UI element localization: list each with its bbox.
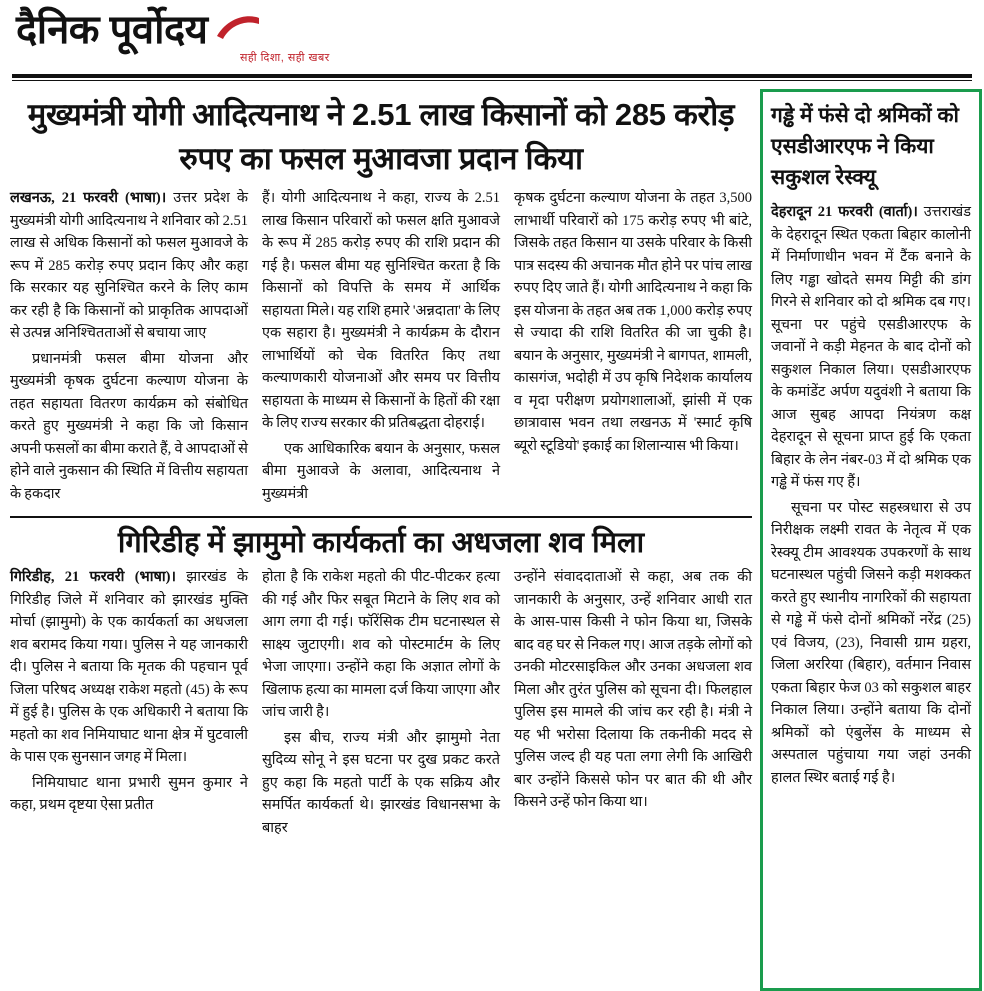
paragraph-text: उत्तर प्रदेश के मुख्यमंत्री योगी आदित्यनाथ ने शनिवार को 2.51 लाख से अधिक किसानों को फसल मुआवजे के रूप में 285 करोड़ रुपए प्रदान किए और कहा कि सरकार यह सुनिश्चित करने के लिए काम कर रही है कि किसानों को प्राकृतिक आपदाओं से उत्पन्न अनिश्चितताओं से बचाया जाए: [10, 190, 248, 341]
masthead-rule-thick: [12, 74, 972, 78]
second-story: [10, 524, 752, 842]
dateline: देहरादून 21 फरवरी (वार्ता)।: [771, 204, 918, 220]
dateline: लखनऊ, 21 फरवरी (भाषा)।: [10, 190, 167, 206]
main-story-column-1: [10, 187, 248, 508]
side-story-headline: गड्ढे में फंसे दो श्रमिकों को एसडीआरएफ ने किया सकुशल रेस्क्यू: [771, 104, 959, 189]
main-story: [10, 93, 752, 508]
paragraph-text: उत्तराखंड के देहरादून स्थित एकता बिहार कालोनी में निर्माणाधीन भवन में टैंक बनाने के लिए गड्ढा खोदते समय मिट्टी की डांग गिरने से शनिवार को दो श्रमिक दब गए। सूचना पर पहुंचे एसडीआरएफ के जवानों ने कड़ी मेहनत के बाद दोनों को सकुशल निकाल लिया। एसडीआरएफ के कमांडेंट अर्पण यदुवंशी ने बताया कि आज सुबह आपदा नियंत्रण कक्ष देहरादून से सूचना प्राप्त हुई कि एकता बिहार के लेन नंबर-03 में दो श्रमिक एक गड्ढे में फंस गए हैं।: [771, 204, 971, 490]
main-story-headline: मुख्यमंत्री योगी आदित्यनाथ ने 2.51 लाख किसानों को 285 करोड़ रुपए का फसल मुआवजा प्रदान किया: [27, 97, 735, 176]
main-column: [10, 89, 752, 842]
second-story-column-3: [514, 566, 752, 842]
paragraph: उन्होंने संवाददाताओं से कहा, अब तक की जानकारी के अनुसार, उन्हें शनिवार आधी रात के आस-पास किसी ने फोन किया था, जिसके बाद वह घर से निकल गए। आज तड़के लोगों को उनकी मोटरसाइकिल और उनका अधजला शव मिला और तुरंत पुलिस को सूचना दी। फिलहाल पुलिस इस मामले की जांच कर रही है। मंत्री ने यह भी भरोसा दिलाया कि तकनीकी मदद से पुलिस जल्द ही यह पता लगा लेगी कि आखिरी बार उन्होंने किससे फोन पर बात की थी और किसने उन्हें फोन किया था।: [514, 569, 752, 810]
second-story-column-1: [10, 566, 248, 842]
page-body: [10, 89, 974, 991]
swoosh-icon: [215, 12, 261, 42]
main-story-column-2: [262, 187, 500, 508]
main-story-columns: [10, 187, 752, 508]
paragraph: निमियाघाट थाना प्रभारी सुमन कुमार ने कहा, प्रथम दृष्टया ऐसा प्रतीत: [10, 774, 248, 813]
masthead: [10, 8, 974, 70]
paragraph: होता है कि राकेश महतो की पीट-पीटकर हत्या की गई और फिर सबूत मिटाने के लिए शव को आग लगा दी गई। फॉरेंसिक टीम घटनास्थल से साक्ष्य जुटाएगी। शव को पोस्टमार्टम के लिए भेजा जाएगा। उन्होंने कहा कि अज्ञात लोगों के खिलाफ हत्या का मामला दर्ज किया जाएगा और जांच जारी है।: [262, 569, 500, 720]
paragraph: हैं। योगी आदित्यनाथ ने कहा, राज्य के 2.51 लाख किसान परिवारों को फसल क्षति मुआवजे के रूप में 285 करोड़ रुपए की राशि प्रदान की गई है। फसल बीमा यह सुनिश्चित करता है कि किसानों को विपत्ति के समय में आर्थिक सहायता मिले। यह राशि हमारे 'अन्नदाता' के लिए एक सहारा है। मुख्यमंत्री ने कार्यक्रम के दौरान लाभार्थियों को चेक वितरित किए तथा कल्याणकारी योजनाओं और समय पर वित्तीय सहायता के माध्यम से किसानों के हितों की रक्षा के लिए राज्य सरकार की प्रतिबद्धता दोहराई।: [262, 190, 500, 431]
paragraph: प्रधानमंत्री फसल बीमा योजना और मुख्यमंत्री कृषक दुर्घटना कल्याण योजना के तहत सहायता वितरण कार्यक्रम को संबोधित करते हुए मुख्यमंत्री ने कहा कि जो किसान अपनी फसलों का बीमा कराते हैं, वे आपदाओं से होने वाले नुकसान की स्थिति में वित्तीय सहायता के हकदार: [10, 350, 248, 502]
main-story-column-3: [514, 187, 752, 508]
paragraph: एक आधिकारिक बयान के अनुसार, फसल बीमा मुआवजे के अलावा, आदित्यनाथ ने मुख्यमंत्री: [262, 440, 500, 502]
paragraph: [771, 201, 971, 494]
dateline: गिरिडीह, 21 फरवरी (भाषा)।: [10, 569, 176, 585]
paragraph: [10, 566, 248, 769]
section-divider: [10, 516, 752, 518]
side-story-box: [760, 89, 982, 991]
second-story-column-2: [262, 566, 500, 842]
paragraph: सूचना पर पोस्ट सहस्त्रधारा से उप निरीक्षक लक्ष्मी रावत के नेतृत्व में एक रेस्क्यू टीम आवश्यक उपकरणों के साथ घटनास्थल पहुंची जिसने कड़ी मशक्कत करते हुए स्थानीय नागरिकों की सहायता से गड्ढे में फंसे दोनों श्रमिकों नरेंद्र (25) एवं विजय, (23), निवासी ग्राम ग्रहरा, जिला अररिया (बिहार), वर्तमान निवास एकता बिहार फेज 03 को सकुशल बाहर निकाल लिया। उन्होंने बताया कि दोनों श्रमिकों को एंबुलेंस के माध्यम से अस्पताल पहुंचाया गया जहां उनकी हालत स्थिर बताई गई है।: [771, 499, 971, 786]
paragraph-text: झारखंड के गिरिडीह जिले में शनिवार को झारखंड मुक्ति मोर्चा (झामुमो) के एक कार्यकर्ता का अधजला शव बरामद किया गया। पुलिस ने यह जानकारी दी। पुलिस ने बताया कि मृतक की पहचान पूर्व जिला परिषद अध्यक्ष राकेश महतो (45) के रूप में हुई है। पुलिस के एक अधिकारी ने बताया कि महतो का शव निमियाघाट थाना क्षेत्र में घुटवाली के पास एक सुनसान जगह में मिला।: [10, 569, 248, 765]
masthead-tagline: सही दिशा, सही खबर: [240, 52, 330, 64]
paragraph: कृषक दुर्घटना कल्याण योजना के तहत 3,500 लाभार्थी परिवारों को 175 करोड़ रुपए भी बांटे, जिसके तहत किसान या उसके परिवार के किसी पात्र सदस्य की अचानक मौत होने पर पांच लाख रुपए दिए जाते हैं। योगी आदित्यनाथ ने कहा कि इस योजना के तहत अब तक 1,000 करोड़ रुपए से ज्यादा की राशि वितरित की जा चुकी है। बयान के अनुसार, मुख्यमंत्री ने बागपत, शामली, कासगंज, भदोही में उप कृषि निदेशक कार्यालय व मृदा परीक्षण प्रयोगशालाओं, झांसी में एक छात्रावास भवन तथा लखनऊ में 'स्मार्ट कृषि ब्यूरो स्टूडियो' इकाई का शिलान्यास भी किया।: [514, 190, 752, 454]
second-story-columns: [10, 566, 752, 842]
second-story-headline: गिरिडीह में झामुमो कार्यकर्ता का अधजला शव मिला: [117, 527, 645, 559]
masthead-title: दैनिक पूर्वोदय: [16, 8, 208, 52]
paragraph: इस बीच, राज्य मंत्री और झामुमो नेता सुदिव्य सोनू ने इस घटना पर दुख प्रकट करते हुए कहा कि महतो पार्टी के एक सक्रिय और समर्पित कार्यकर्ता थे। झारखंड विधानसभा के बाहर: [262, 729, 500, 836]
masthead-rule-thin: [12, 80, 972, 81]
paragraph: [10, 187, 248, 345]
